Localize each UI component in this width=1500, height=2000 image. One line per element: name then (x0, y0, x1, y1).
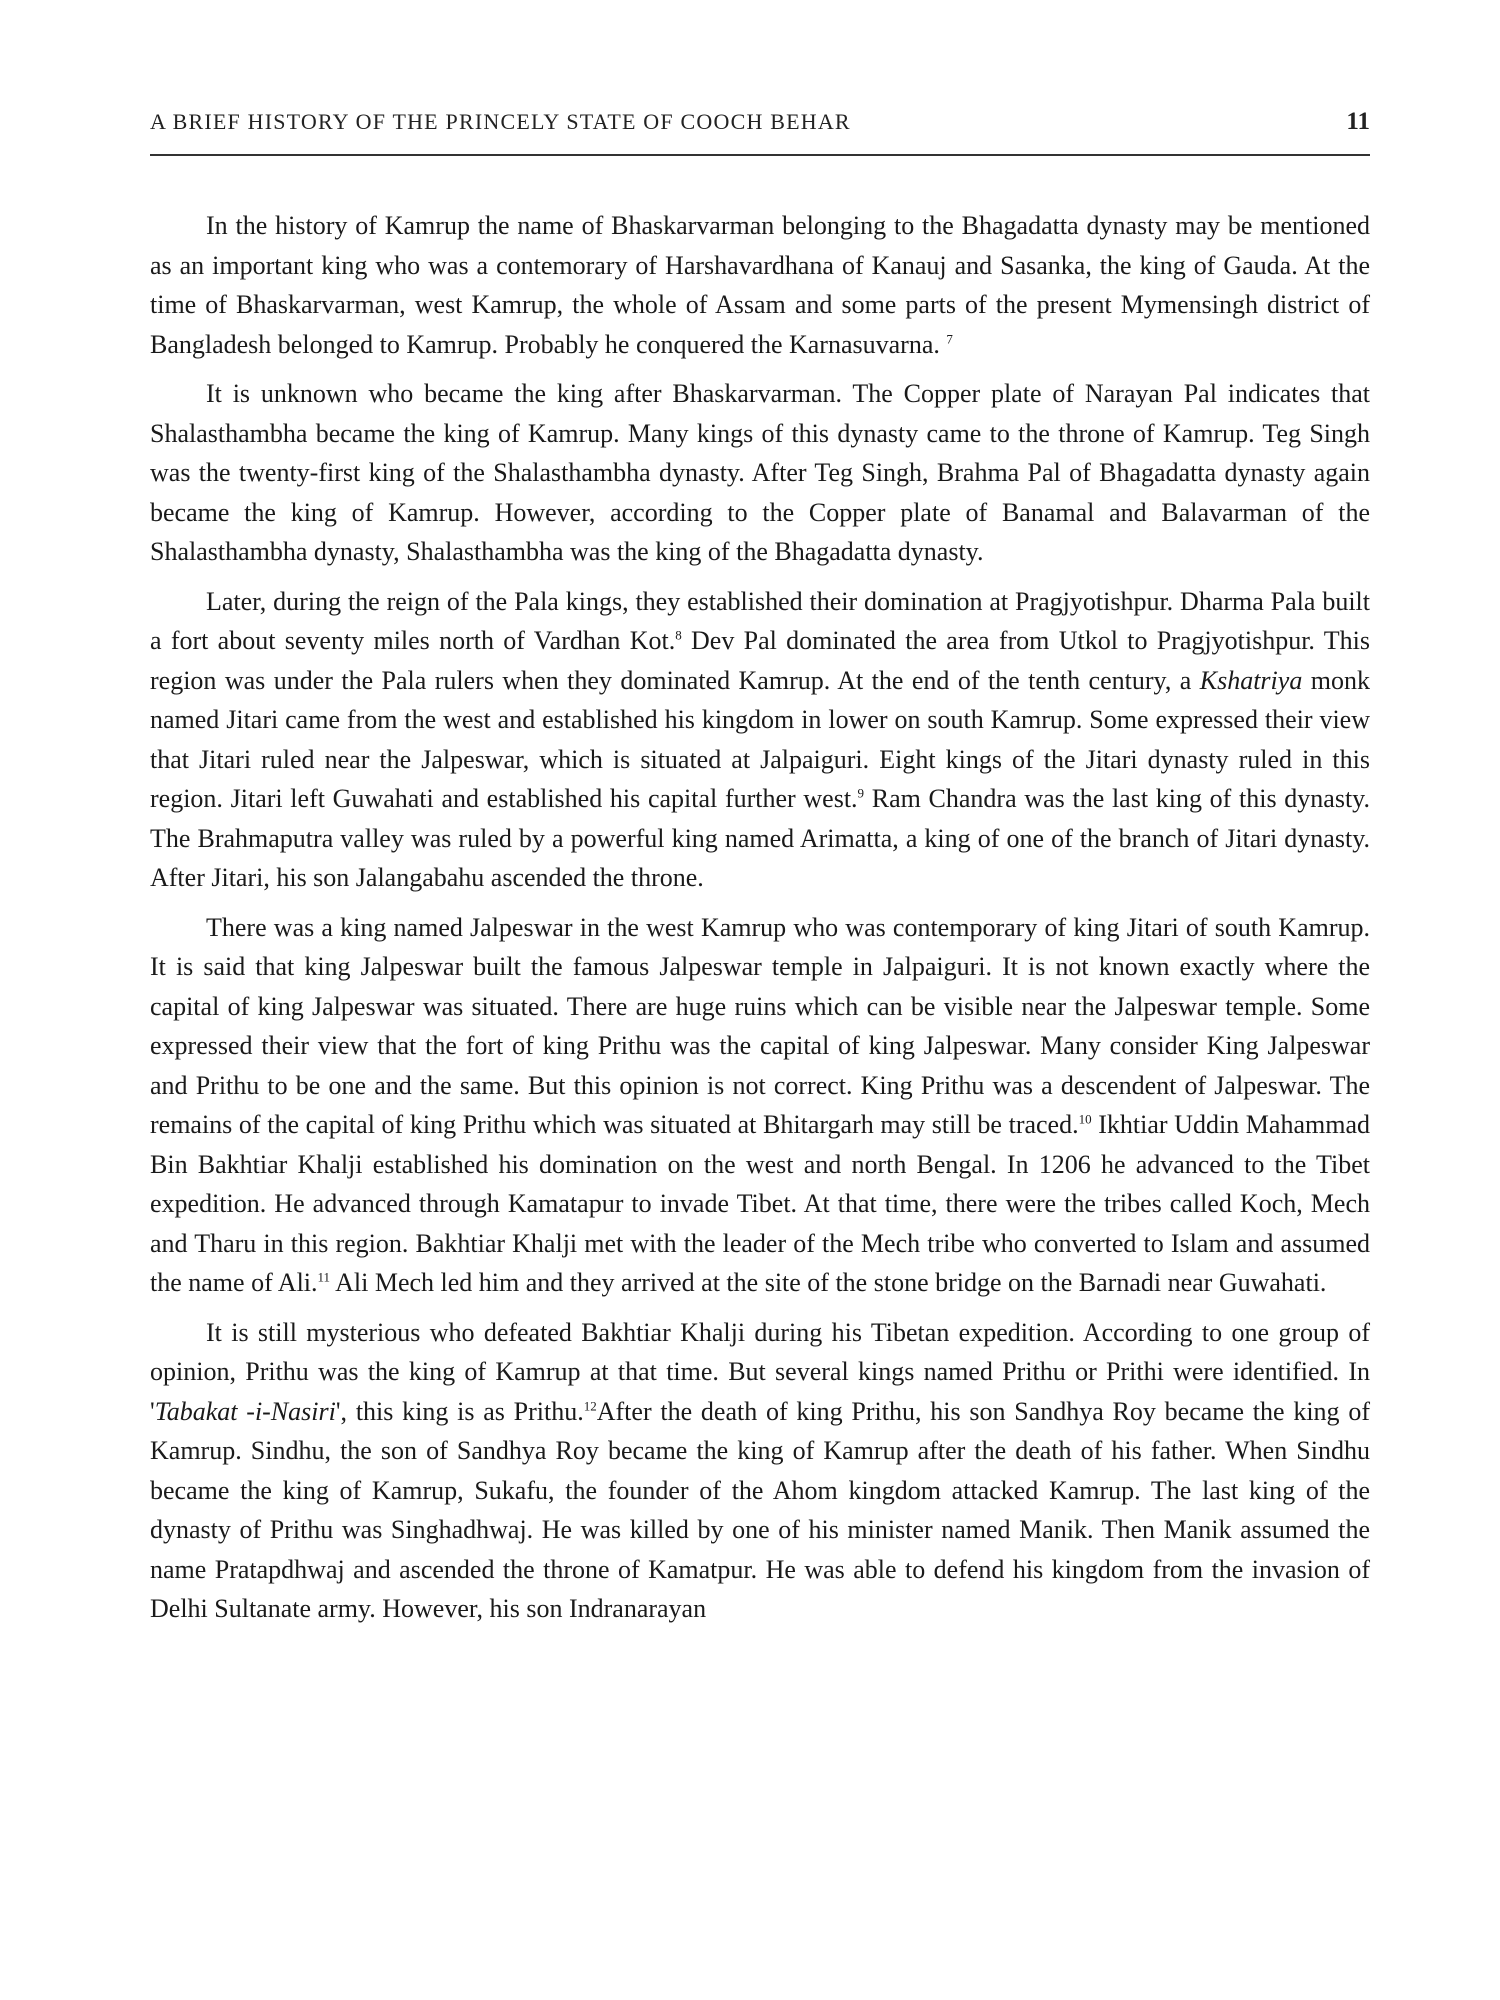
text-run: ', this king is as Prithu. (335, 1396, 584, 1426)
footnote-marker: 8 (675, 627, 682, 643)
text-run: After the death of king Prithu, his son Sandhya Roy became the king of Kamrup. Sindhu, the son of Sandhya Roy became the king of Kamrup after the death of his father. When Sindhu became the king of Kamrup, Sukafu, the founder of the Ahom kingdom attacked Kamrup. The last king of the dynasty of Prithu was Singhadhwaj. He was killed by one of his minister named Manik. Then Manik assumed the name Pratapdhwaj and ascended the throne of Kamatpur. He was able to defend his kingdom from the invasion of Delhi Sultanate army. However, his son Indranarayan (150, 1396, 1370, 1623)
text-run: Ali Mech led him and they arrived at the site of the stone bridge on the Barnadi near Guwahati. (330, 1268, 1327, 1297)
body-text (150, 206, 1370, 1629)
running-header (150, 108, 1370, 136)
paragraph (150, 582, 1370, 898)
italic-term: Kshatriya (1199, 665, 1303, 695)
footnote-marker: 9 (857, 785, 865, 801)
text-run: It is still mysterious who defeated Bakhtiar Khalji during his Tibetan expedition. According to one group of opinion, Prithu was the king of Kamrup at that time. But several kings named Prithu or Prithi were identified. In ' (150, 1317, 1370, 1426)
paragraph (150, 374, 1370, 572)
footnote-marker: 12 (583, 1397, 597, 1413)
italic-term: Tabakat -i-Nasiri (154, 1396, 336, 1426)
text-run: monk named Jitari came from the west and established his kingdom in lower on south Kamrup. Some expressed their view that Jitari ruled near the Jalpeswar, which is situated at Jalpaiguri. Eight kings of the Jitari dynasty ruled in this region. Jitari left Guwahati and established his capital further west. (150, 665, 1370, 813)
text-run: Dev Pal dominated the area from Utkol to Pragjyotishpur. This region was under the Pala rulers when they dominated Kamrup. At the end of the tenth century, a (150, 626, 1370, 695)
text-run: There was a king named Jalpeswar in the west Kamrup who was contemporary of king Jitari of south Kamrup. It is said that king Jalpeswar built the famous Jalpeswar temple in Jalpaiguri. It is not known exactly where the capital of king Jalpeswar was situated. There are huge ruins which can be visible near the Jalpeswar temple. Some expressed their view that the fort of king Prithu was the capital of king Jalpeswar. Many consider King Jalpeswar and Prithu to be one and the same. But this opinion is not correct. King Prithu was a descendent of Jalpeswar. The remains of the capital of king Prithu which was situated at Bhitargarh may still be traced. (150, 912, 1370, 1139)
header-rule (150, 154, 1370, 156)
running-title: A BRIEF HISTORY OF THE PRINCELY STATE OF COOCH BEHAR (150, 109, 851, 134)
footnote-marker: 11 (317, 1269, 331, 1285)
text-run: Ram Chandra was the last king of this dynasty. The Brahmaputra valley was ruled by a powerful king named Arimatta, a king of one of the branch of Jitari dynasty. After Jitari, his son Jalangabahu ascended the throne. (150, 784, 1370, 892)
text-run: In the history of Kamrup the name of Bhaskarvarman belonging to the Bhagadatta dynasty may be mentioned as an important king who was a contemorary of Harshavardhana of Kanauj and Sasanka, the king of Gauda. At the time of Bhaskarvarman, west Kamrup, the whole of Assam and some parts of the present Mymensingh district of Bangladesh belonged to Kamrup. Probably he conquered the Karnasuvarna. (150, 211, 1370, 359)
text-run: Ikhtiar Uddin Mahammad Bin Bakhtiar Khalji established his domination on the west and north Bengal. In 1206 he advanced to the Tibet expedition. He advanced through Kamatapur to invade Tibet. At that time, there were the tribes called Koch, Mech and Tharu in this region. Bakhtiar Khalji met with the leader of the Mech tribe who converted to Islam and assumed the name of Ali. (150, 1110, 1370, 1297)
page-number: 11 (1346, 108, 1370, 135)
paragraph (150, 206, 1370, 364)
footnote-marker: 10 (1078, 1111, 1092, 1127)
text-run: Later, during the reign of the Pala kings, they established their domination at Pragjyotishpur. Dharma Pala built a fort about seventy miles north of Vardhan Kot. (150, 586, 1370, 655)
footnote-marker: 7 (946, 330, 953, 346)
paragraph (150, 1313, 1370, 1629)
text-run: It is unknown who became the king after Bhaskarvarman. The Copper plate of Narayan Pal indicates that Shalasthambha became the king of Kamrup. Many kings of this dynasty came to the throne of Kamrup. Teg Singh was the twenty-first king of the Shalasthambha dynasty. After Teg Singh, Brahma Pal of Bhagadatta dynasty again became the king of Kamrup. However, according to the Copper plate of Banamal and Balavarman of the Shalasthambha dynasty, Shalasthambha was the king of the Bhagadatta dynasty. (150, 379, 1370, 566)
paragraph (150, 908, 1370, 1303)
